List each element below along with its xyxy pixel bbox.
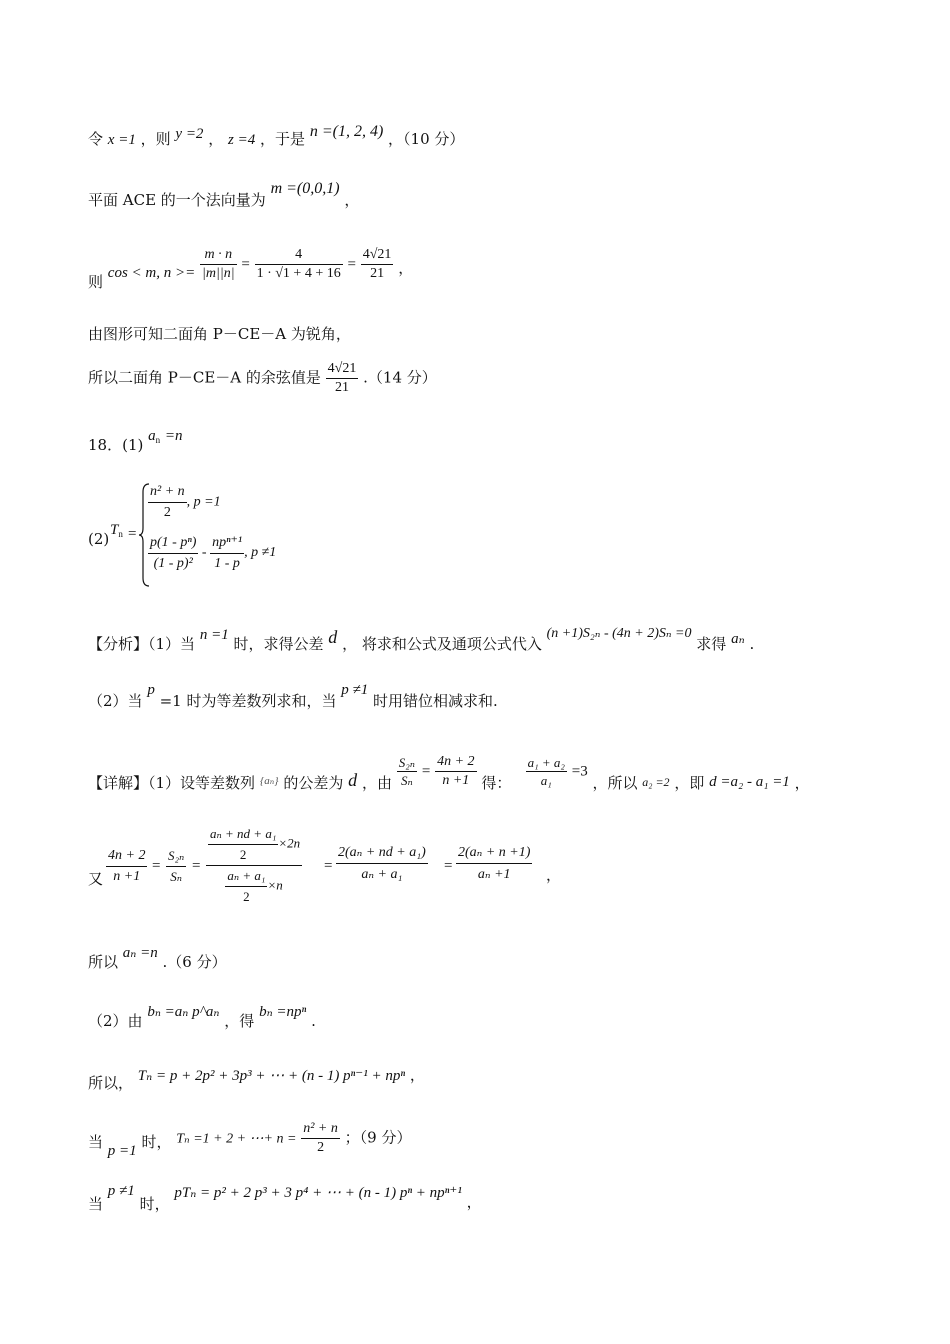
text: 令 [88,130,104,148]
line-8 [88,626,755,653]
text: 由图形可知二面角 P－CE－A 为锐角， [88,325,351,343]
text: ， [546,866,562,884]
text: ；（9 分） [344,1128,412,1147]
math-seq: {aₙ} [259,774,279,787]
text: ，即 [674,773,705,792]
math-an: aₙ [731,631,745,647]
cos-expression: cos < m, n >= [107,264,196,281]
text: 时， [139,1195,170,1213]
math-pTn-sum: pTₙ = p² + 2 p³ + 3 p⁴ + ⋯ + (n - 1) pⁿ + npⁿ⁺¹ [174,1185,462,1201]
text: 时用错位相减求和. [373,692,498,710]
math-bn: bₙ =aₙ p^aₙ [147,1004,220,1020]
line-1 [88,123,465,148]
math-eq: =n [164,428,183,444]
line-9 [88,682,498,710]
text: ， [344,191,360,209]
text: ，得 [224,1012,255,1030]
text: ， 将求和公式及通项公式代入 [342,635,542,653]
math-d: d [328,627,338,647]
math-d-value: d =a₂ - a₁ =1 [709,773,790,790]
text: 当 [88,1195,104,1213]
text: ，所以 [592,773,638,792]
text: 得： [481,773,512,792]
text: ，于是 [260,130,306,148]
math-a2: a₂ =2 [642,774,670,789]
line-16 [88,1183,482,1213]
text: ，（10 分） [388,130,465,148]
text: 时， [141,1132,172,1151]
line-15 [88,1121,412,1159]
text: 的公差为 [283,773,344,792]
math-Tn-sum: Tₙ = p + 2p² + 3p³ + ⋯ + (n - 1) pⁿ⁻¹ + npⁿ [137,1068,406,1084]
fraction-S2n-Sn: $\frac{\text{S₂ₙ}}{\text{Sₙ}}$ [398,755,416,788]
line-13 [88,1004,316,1030]
text: .（6 分） [162,953,227,971]
line-4 [88,327,351,342]
math-p1: p =1 [107,1142,137,1159]
text: . [311,1012,316,1030]
math-an-n: aₙ =n [122,945,158,961]
normal-vector-m: m =(0,0,1) [270,180,340,197]
fraction-2an-n1: $\frac{\text{2(aₙ + n +1)}}{\text{aₙ +1}}$ [458,845,531,882]
line-3: 则 cos < m, n >= $\frac{m \cdot n}{|m||n|}$ = $\frac{4}{1 \cdot √1 + 4 + 16}$ = $\frac{4√21}{21}$ ， [88,247,414,291]
math-n1: n =1 [199,627,229,643]
text: 又 [88,870,104,888]
text: 【分析】（1）当 [88,635,196,653]
piecewise-Tn [88,482,488,588]
text: 平面 ACE 的一个法向量为 [88,191,266,209]
fraction-cos-value: $\frac{4√21}{21}$ [327,361,357,395]
math-z: z =4 [228,132,256,148]
math-y: y =2 [175,126,204,142]
math-p-neq1: p ≠1 [107,1183,135,1199]
math-p: p [147,682,155,698]
case-2: $\frac{\text{p(1 - pⁿ)}}{\text{(1 - p)²}}$ - $\frac{\text{npⁿ⁺¹}}{1 - p}$ , p ≠1 [150,534,277,571]
math-Tn-p1: Tₙ =1 + 2 + ⋯+ n = [176,1131,297,1147]
fraction-2an: $\frac{\text{2(aₙ + nd + a₁)}}{\text{aₙ + a₁}}$ [338,845,426,882]
fraction-compound: $\frac{\text{aₙ + nd + a₁}}{2}$ ×2n $\frac{\text{aₙ + a₁}}{2}$ ×n [206,826,302,905]
fraction-4n2: $\frac{4n + 2}{n +1}$ [108,848,146,884]
text: ， [794,773,810,792]
fraction-S2n-Sn: $\frac{\text{S₂ₙ}}{\text{Sₙ}}$ [168,848,185,884]
line-12 [88,945,227,971]
fraction-4n2: $\frac{4n + 2}{n +1}$ [437,754,475,788]
text: 所以 [88,953,119,971]
math-d: d [348,769,358,790]
text: 则 [88,272,104,291]
text: ， [466,1193,482,1211]
text: 【详解】（1）设等差数列 [88,773,256,792]
text: 所以， [88,1074,134,1092]
equals: = [128,526,137,542]
text: ， [409,1066,425,1084]
text: 所以二面角 P－CE－A 的余弦值是 [88,368,321,387]
equals: = [152,858,161,874]
normal-vector-n: n =(1, 2, 4) [309,123,384,140]
math-p-neq: p ≠1 [341,682,369,698]
case-1: $\frac{\text{n² + n}}{2}$ , p =1 [150,484,221,520]
text: ，由 [361,773,392,792]
Tn: $T_n$ [110,522,123,539]
fraction-a1a2: $\frac{\text{a₁ + a₂}}{\text{a₁}}$ [527,755,565,788]
text: . [749,635,755,653]
math-x: x =1 [107,132,136,148]
text: （2）当 [88,692,143,710]
fraction-n2n: $\frac{\text{n² + n}}{2}$ [303,1121,338,1155]
fraction-4: $\frac{4}{1 \cdot √1 + 4 + 16}$ [256,247,341,281]
math-bn-npn: bₙ =npⁿ [259,1004,307,1020]
text: (2) [88,530,110,548]
text: ， [208,130,224,148]
line-14 [88,1066,425,1092]
text: （2）由 [88,1012,143,1030]
math-equation: (n +1)S₂ₙ - (4n + 2)Sₙ =0 [546,626,692,641]
line-10: 【详解】（1）设等差数列 $_{\{a_n\}}$ 的公差为 d ，由 $\frac{\text{S₂ₙ}}{\text{Sₙ}}$ = $\frac{4n + 2}{n +1}$ 得： $\frac{\text{a₁ + a₂}}{\text{a₁}}$ =3 ，所以 $_{a_2 =2}$ ，即 d =a₂ - a₁ =1 ， [88,754,810,792]
math-a: a [148,428,156,444]
text: ，则 [140,130,171,148]
text: =1 时为等差数列求和，当 [159,692,337,710]
text: ， [398,258,414,277]
line-5 [88,362,437,395]
text: .（14 分） [363,368,437,387]
question-number: 18．(1) [88,436,144,454]
line-6: 18．(1) $a_n =n$ [88,428,183,454]
line-2 [88,180,360,209]
text: 时，求得公差 [233,635,324,653]
fraction-mn: $\frac{m \cdot n}{|m||n|}$ [202,247,235,281]
text: 求得 [696,635,727,653]
fraction-result: $\frac{4√21}{21}$ [362,247,392,281]
text: 当 [88,1132,104,1151]
